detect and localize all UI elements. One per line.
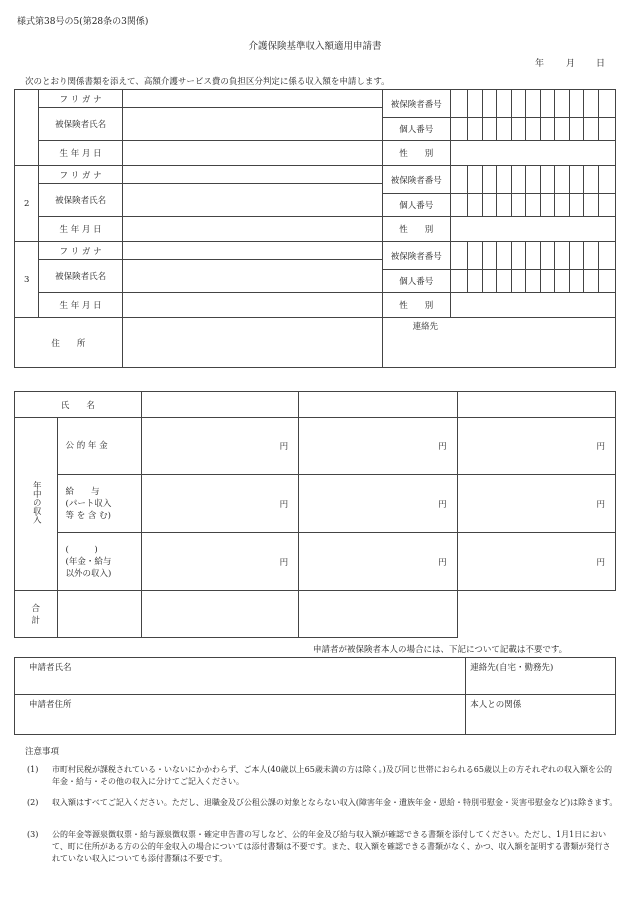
insured-number-box[interactable] bbox=[584, 242, 598, 270]
address-label: 住 所 bbox=[15, 318, 123, 368]
insured-number-box[interactable] bbox=[555, 166, 569, 194]
sex-label: 性 別 bbox=[382, 217, 450, 242]
furigana-field[interactable] bbox=[122, 166, 382, 184]
personal-number-box[interactable] bbox=[555, 270, 569, 293]
insured-name-label: 被保険者氏名 bbox=[39, 260, 122, 293]
note-text: 公的年金等源泉徴収票・給与源泉徴収票・確定申告書の写しなど、公的年金及び給与収入額が確認できる書類を添付してください。ただし、1月1日において、町に住所がある方の公的年金収入の場合については添付書類は不要です。また、収入額を確認できる書類がなく、かつ、収入額を証明する書類が発行されていない収入についても添付書類は不要です。 bbox=[52, 830, 611, 863]
insured-number-label: 被保険者番号 bbox=[382, 166, 450, 194]
income-amount-field[interactable] bbox=[141, 418, 298, 475]
yen-unit: 円 bbox=[279, 499, 289, 510]
insured-number-box[interactable] bbox=[497, 242, 511, 270]
birthdate-field[interactable] bbox=[122, 141, 382, 166]
insured-number-box[interactable] bbox=[468, 166, 482, 194]
insured-number-box[interactable] bbox=[468, 90, 482, 118]
applicant-name-label: 申請者氏名 bbox=[29, 663, 72, 673]
yen-unit: 円 bbox=[279, 557, 289, 568]
personal-number-box[interactable] bbox=[450, 270, 467, 293]
applicant-relation-label: 本人との関係 bbox=[470, 700, 522, 710]
note-number: (3) bbox=[27, 830, 39, 839]
date-year-label: 年 bbox=[535, 59, 545, 69]
insured-name-field[interactable] bbox=[122, 260, 382, 293]
personal-number-box[interactable] bbox=[540, 194, 554, 217]
personal-number-box[interactable] bbox=[468, 194, 482, 217]
insured-number-box[interactable] bbox=[569, 242, 583, 270]
group-index: 3 bbox=[15, 242, 39, 318]
income-name-label: 氏 名 bbox=[15, 392, 142, 418]
income-amount-field[interactable] bbox=[141, 533, 298, 591]
applicant-note: 申請者が被保険者本人の場合には、下記について記載は不要です。 bbox=[313, 645, 568, 655]
applicant-relation-field[interactable] bbox=[466, 695, 616, 735]
applicant-contact-label: 連絡先(自宅・勤務先) bbox=[470, 663, 554, 673]
insured-number-box[interactable] bbox=[540, 90, 554, 118]
income-row-label: 給 与 (パート収入 等 を 含 む) bbox=[57, 475, 141, 533]
insured-number-box[interactable] bbox=[598, 90, 615, 118]
applicant-name-field[interactable] bbox=[15, 658, 466, 695]
note-text: 市町村民税が課税されている・いないにかかわらず、ご本人(40歳以上65歳未満の方は除く。)及び同じ世帯におられる65歳以上の方それぞれの収入額を公的年金・給与・その他の収入に分けてご記入ください。 bbox=[52, 765, 612, 786]
total-field-2[interactable] bbox=[141, 591, 298, 638]
insured-name-label: 被保険者氏名 bbox=[39, 108, 122, 141]
form-title: 介護保険基準収入額適用申請書 bbox=[248, 41, 382, 52]
personal-number-box[interactable] bbox=[569, 118, 583, 141]
personal-number-box[interactable] bbox=[540, 118, 554, 141]
personal-number-label: 個人番号 bbox=[382, 118, 450, 141]
insured-number-label: 被保険者番号 bbox=[382, 90, 450, 118]
personal-number-box[interactable] bbox=[482, 270, 496, 293]
yen-unit: 円 bbox=[438, 557, 447, 568]
insured-number-box[interactable] bbox=[468, 242, 482, 270]
total-field-3[interactable] bbox=[299, 591, 457, 638]
personal-number-box[interactable] bbox=[450, 194, 467, 217]
insured-number-box[interactable] bbox=[540, 166, 554, 194]
personal-number-box[interactable] bbox=[526, 118, 540, 141]
furigana-label: フ リ ガ ナ bbox=[39, 166, 122, 184]
insured-number-label: 被保険者番号 bbox=[382, 242, 450, 270]
income-amount-field[interactable] bbox=[299, 475, 457, 533]
insured-name-field[interactable] bbox=[122, 184, 382, 217]
personal-number-box[interactable] bbox=[598, 270, 615, 293]
furigana-label: フ リ ガ ナ bbox=[39, 90, 122, 108]
personal-number-box[interactable] bbox=[497, 270, 511, 293]
insured-number-box[interactable] bbox=[482, 90, 496, 118]
income-amount-field[interactable] bbox=[299, 533, 457, 591]
personal-number-box[interactable] bbox=[482, 118, 496, 141]
personal-number-box[interactable] bbox=[482, 194, 496, 217]
personal-number-box[interactable] bbox=[584, 118, 598, 141]
personal-number-box[interactable] bbox=[555, 118, 569, 141]
applicant-address-label: 申請者住所 bbox=[29, 700, 72, 710]
annual-income-side-text: 年中の収入 bbox=[31, 480, 42, 524]
sex-label: 性 別 bbox=[382, 141, 450, 166]
form-number: 様式第38号の5(第28条の3関係) bbox=[17, 17, 149, 27]
insured-number-box[interactable] bbox=[497, 166, 511, 194]
note-text: 収入額はすべてご記入ください。ただし、退職金及び公租公課の対象とならない収入(障害年金・遺族年金・恩給・特別弔慰金・災害弔慰金など)は除きます。 bbox=[52, 798, 618, 807]
personal-number-box[interactable] bbox=[569, 270, 583, 293]
personal-number-box[interactable] bbox=[468, 270, 482, 293]
date-day-label: 日 bbox=[596, 59, 606, 69]
date-month-label: 月 bbox=[566, 59, 576, 69]
sex-field[interactable] bbox=[450, 141, 615, 166]
insured-name-label: 被保険者氏名 bbox=[39, 184, 122, 217]
yen-unit: 円 bbox=[438, 442, 447, 452]
insured-number-box[interactable] bbox=[450, 90, 467, 118]
personal-number-label: 個人番号 bbox=[382, 270, 450, 293]
income-amount-field[interactable] bbox=[457, 475, 615, 533]
personal-number-label: 個人番号 bbox=[382, 194, 450, 217]
income-name-field-2[interactable] bbox=[299, 392, 457, 418]
insured-number-box[interactable] bbox=[598, 166, 615, 194]
contact-label: 連絡先 bbox=[412, 322, 439, 332]
furigana-field[interactable] bbox=[122, 90, 382, 108]
birthdate-label: 生 年 月 日 bbox=[39, 293, 122, 318]
income-row-label: ( ) (年金・給与 以外の収入) bbox=[57, 533, 141, 591]
sex-label: 性 別 bbox=[382, 293, 450, 318]
personal-number-box[interactable] bbox=[598, 118, 615, 141]
birthdate-label: 生 年 月 日 bbox=[39, 217, 122, 242]
address-field[interactable] bbox=[122, 318, 382, 368]
notes-heading: 注意事項 bbox=[25, 747, 60, 757]
income-amount-field[interactable] bbox=[141, 475, 298, 533]
insured-number-box[interactable] bbox=[526, 242, 540, 270]
insured-number-box[interactable] bbox=[450, 242, 467, 270]
sex-field[interactable] bbox=[450, 217, 615, 242]
yen-unit: 円 bbox=[596, 442, 605, 452]
insured-number-box[interactable] bbox=[540, 242, 554, 270]
intro-text: 次のとおり関係書類を添えて、高額介護サービス費の負担区分判定に係る収入額を申請します。 bbox=[25, 77, 390, 87]
income-amount-field[interactable] bbox=[457, 533, 615, 591]
insured-number-box[interactable] bbox=[584, 166, 598, 194]
insured-number-box[interactable] bbox=[569, 166, 583, 194]
personal-number-box[interactable] bbox=[497, 118, 511, 141]
personal-number-box[interactable] bbox=[555, 194, 569, 217]
insured-number-box[interactable] bbox=[497, 90, 511, 118]
insured-number-box[interactable] bbox=[598, 242, 615, 270]
personal-number-box[interactable] bbox=[526, 270, 540, 293]
income-name-field-1[interactable] bbox=[141, 392, 298, 418]
total-label-text: 合 計 bbox=[31, 604, 58, 626]
insured-number-box[interactable] bbox=[526, 90, 540, 118]
birthdate-field[interactable] bbox=[122, 293, 382, 318]
personal-number-box[interactable] bbox=[569, 194, 583, 217]
applicant-address-field[interactable] bbox=[15, 695, 466, 735]
birthdate-field[interactable] bbox=[122, 217, 382, 242]
personal-number-box[interactable] bbox=[598, 194, 615, 217]
insured-number-box[interactable] bbox=[555, 90, 569, 118]
note-number: (2) bbox=[27, 798, 39, 807]
furigana-label: フ リ ガ ナ bbox=[39, 242, 122, 260]
personal-number-box[interactable] bbox=[540, 270, 554, 293]
insured-number-box[interactable] bbox=[482, 166, 496, 194]
income-name-field-3[interactable] bbox=[457, 392, 615, 418]
personal-number-box[interactable] bbox=[511, 194, 525, 217]
group-index bbox=[15, 90, 39, 166]
contact-field[interactable] bbox=[382, 318, 615, 368]
birthdate-label: 生 年 月 日 bbox=[39, 141, 122, 166]
yen-unit: 円 bbox=[279, 442, 289, 452]
total-field-1[interactable] bbox=[57, 591, 141, 638]
insured-number-box[interactable] bbox=[511, 166, 525, 194]
insured-name-field[interactable] bbox=[122, 108, 382, 141]
income-amount-field[interactable] bbox=[299, 418, 457, 475]
furigana-field[interactable] bbox=[122, 242, 382, 260]
yen-unit: 円 bbox=[596, 499, 605, 510]
personal-number-box[interactable] bbox=[497, 194, 511, 217]
applicant-table bbox=[14, 657, 616, 735]
applicant-contact-field[interactable] bbox=[466, 658, 616, 695]
personal-number-box[interactable] bbox=[526, 194, 540, 217]
insured-number-box[interactable] bbox=[526, 166, 540, 194]
personal-number-box[interactable] bbox=[584, 270, 598, 293]
insured-number-box[interactable] bbox=[482, 242, 496, 270]
income-table bbox=[14, 391, 616, 638]
income-amount-field[interactable] bbox=[457, 418, 615, 475]
insured-number-box[interactable] bbox=[584, 90, 598, 118]
insured-number-box[interactable] bbox=[511, 90, 525, 118]
annual-income-side-label bbox=[15, 418, 58, 591]
income-row-label: 公 的 年 金 bbox=[57, 418, 141, 475]
personal-number-box[interactable] bbox=[511, 270, 525, 293]
sex-field[interactable] bbox=[450, 293, 615, 318]
yen-unit: 円 bbox=[438, 499, 447, 510]
total-label bbox=[15, 591, 58, 638]
insured-number-box[interactable] bbox=[511, 242, 525, 270]
yen-unit: 円 bbox=[596, 557, 605, 568]
insured-number-box[interactable] bbox=[450, 166, 467, 194]
personal-number-box[interactable] bbox=[450, 118, 467, 141]
personal-number-box[interactable] bbox=[584, 194, 598, 217]
note-number: (1) bbox=[27, 765, 39, 774]
insured-number-box[interactable] bbox=[569, 90, 583, 118]
insured-number-box[interactable] bbox=[555, 242, 569, 270]
personal-number-box[interactable] bbox=[511, 118, 525, 141]
insured-table bbox=[14, 89, 616, 368]
personal-number-box[interactable] bbox=[468, 118, 482, 141]
group-index: 2 bbox=[15, 166, 39, 242]
